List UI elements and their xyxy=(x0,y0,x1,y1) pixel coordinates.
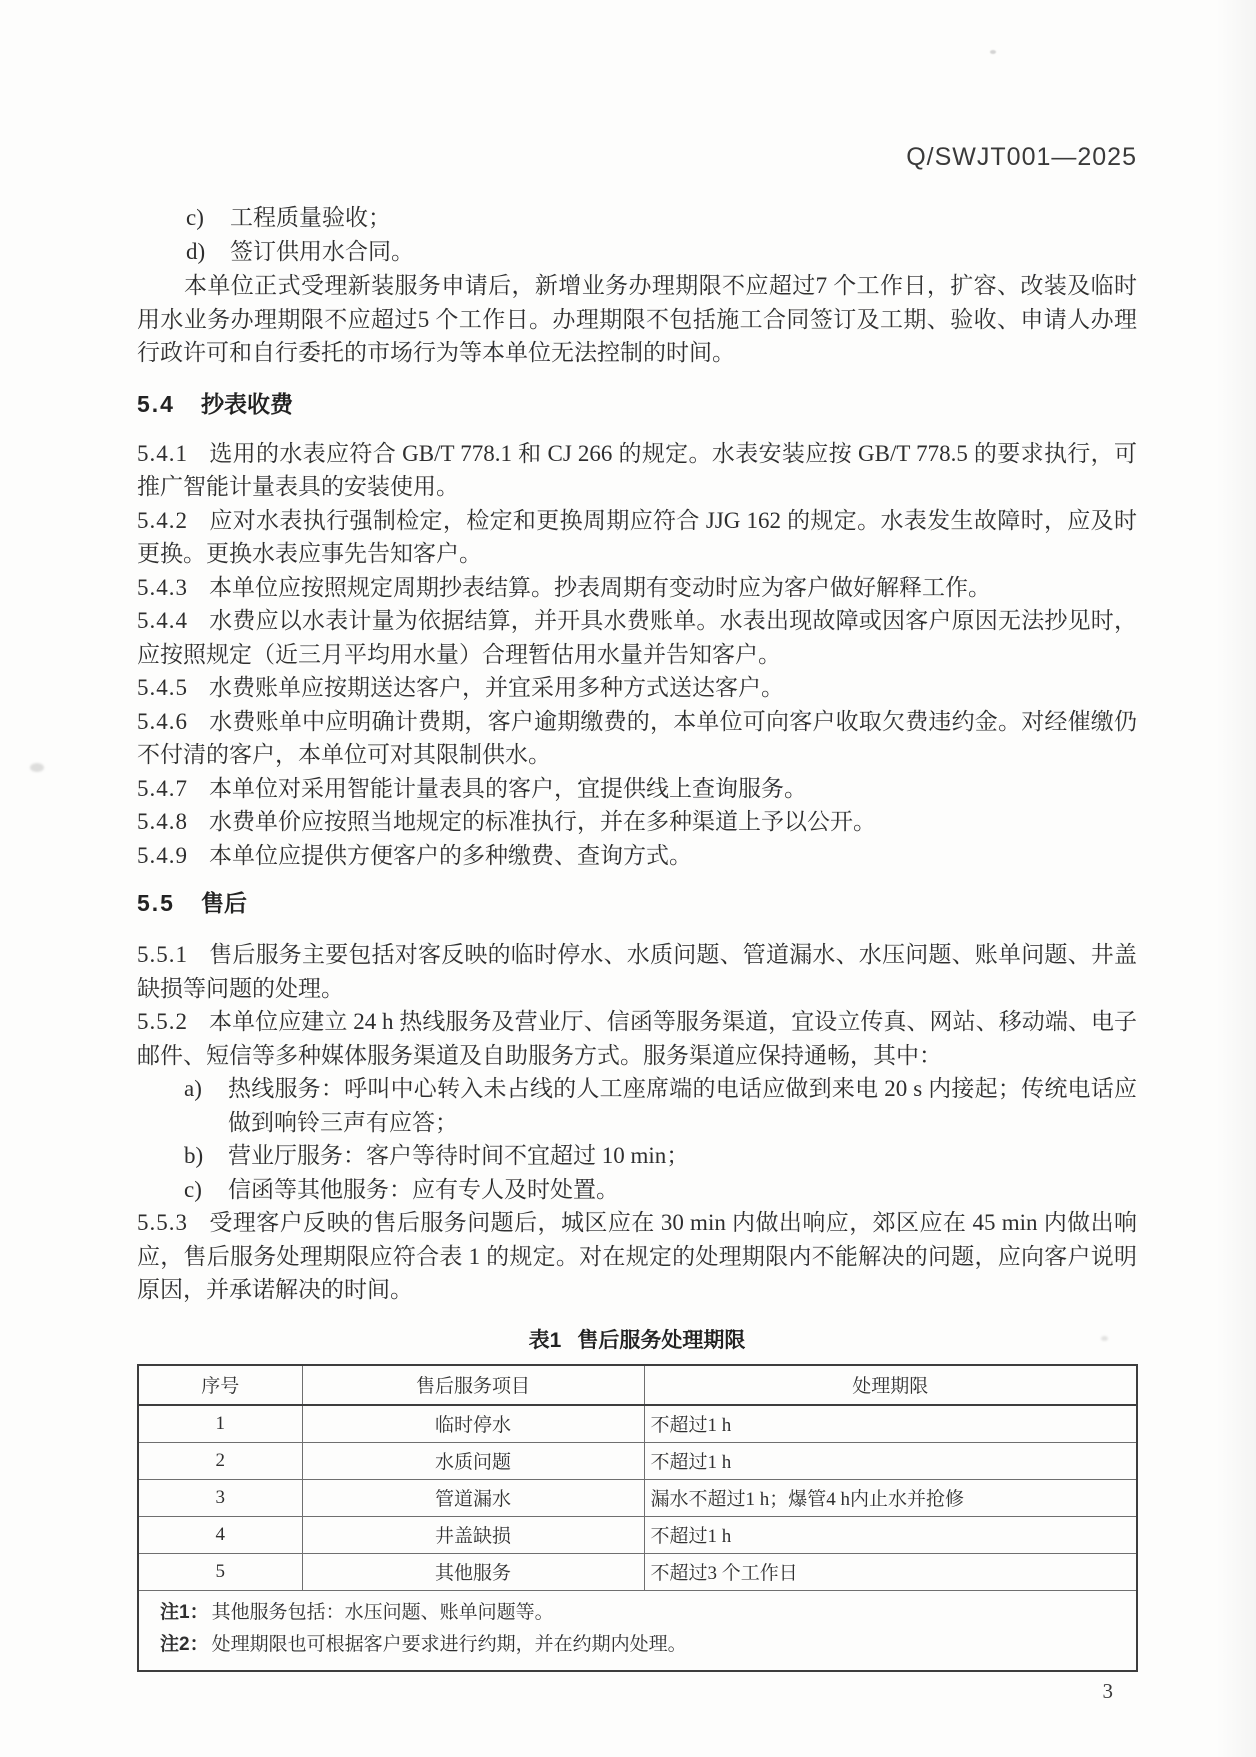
clause-text: 水费应以水表计量为依据结算，并开具水费账单。水表出现故障或因客户原因无法抄见时，应按照规定（近三月平均用水量）合理暂估用水量并告知客户。 xyxy=(137,608,1137,667)
section-5-4-clauses xyxy=(137,437,1137,873)
section-heading-5-4 xyxy=(137,387,1137,421)
table-row xyxy=(138,1516,1137,1553)
text-column xyxy=(137,0,1137,1702)
table-title xyxy=(137,1324,1137,1358)
table-caption: 售后服务处理期限 xyxy=(577,1328,746,1352)
table-cell: 不超过1 h xyxy=(644,1442,1137,1479)
table-cell: 5 xyxy=(138,1553,302,1590)
list-marker: c) xyxy=(184,1176,202,1202)
clause-text: 水费账单中应明确计费期，客户逾期缴费的，本单位可向客户收取欠费违约金。对经催缴仍不付清的客户，本单位可对其限制供水。 xyxy=(137,708,1137,767)
table-cell: 3 xyxy=(138,1479,302,1516)
table-header-cell: 处理期限 xyxy=(644,1365,1137,1405)
clause-number: 5.4.9 xyxy=(137,842,188,868)
table-notes xyxy=(138,1590,1137,1671)
clause-number: 5.4.4 xyxy=(137,608,188,633)
section-number: 5.5 xyxy=(137,890,175,916)
table-notes-cell xyxy=(138,1590,1137,1671)
clause-5-4-2 xyxy=(137,504,1137,571)
table-body xyxy=(138,1405,1137,1591)
note-label: 注2： xyxy=(160,1633,209,1655)
list-item xyxy=(137,1139,1137,1173)
table-cell: 2 xyxy=(138,1442,302,1479)
clause-5-5-1 xyxy=(137,938,1137,1005)
table-cell: 4 xyxy=(138,1516,302,1553)
table-header-cell: 售后服务项目 xyxy=(302,1365,644,1405)
clause-text: 应对水表执行强制检定，检定和更换周期应符合 JJG 162 的规定。水表发生故障时，应及时更换。更换水表应事先告知客户。 xyxy=(137,507,1137,566)
table-row xyxy=(138,1553,1137,1590)
table-cell: 不超过1 h xyxy=(644,1405,1137,1443)
clause-5-4-7 xyxy=(137,772,1137,806)
table-header-cell: 序号 xyxy=(138,1365,302,1405)
section-5-5-clauses xyxy=(137,1206,1137,1307)
clause-number: 5.4.8 xyxy=(137,809,188,834)
section-5-5-block xyxy=(137,938,1137,1307)
list-item-text: 营业厅服务：客户等待时间不宜超过 10 min； xyxy=(228,1143,690,1168)
lettered-list-cd xyxy=(137,201,1137,269)
clause-5-4-1 xyxy=(137,437,1137,504)
list-item xyxy=(137,235,1137,269)
note-line xyxy=(160,1597,1126,1629)
clause-5-5-3 xyxy=(137,1206,1137,1307)
scan-speck xyxy=(30,763,44,772)
section-title: 售后 xyxy=(200,890,247,916)
clause-5-4-8 xyxy=(137,805,1137,839)
list-marker: c) xyxy=(186,205,204,230)
section-5-5-clauses xyxy=(137,938,1137,1072)
list-item xyxy=(137,201,1137,235)
list-item xyxy=(137,1173,1137,1207)
table-cell: 不超过3 个工作日 xyxy=(644,1553,1137,1590)
clause-number: 5.4.5 xyxy=(137,675,188,700)
clause-text: 本单位应提供方便客户的多种缴费、查询方式。 xyxy=(209,842,692,868)
clause-number: 5.5.2 xyxy=(137,1009,188,1034)
list-marker: b) xyxy=(184,1143,204,1168)
clause-5-5-2 xyxy=(137,1005,1137,1072)
list-item-text: 签订供用水合同。 xyxy=(230,239,414,264)
scan-edge-shadow xyxy=(1216,0,1256,1757)
clause-text: 水费单价应按照当地规定的标准执行，并在多种渠道上予以公开。 xyxy=(209,809,876,834)
note-line xyxy=(160,1629,1126,1661)
clause-5-4-5 xyxy=(137,671,1137,705)
table-cell: 管道漏水 xyxy=(302,1479,644,1516)
table-header xyxy=(138,1365,1137,1405)
note-text: 处理期限也可根据客户要求进行约期，并在约期内处理。 xyxy=(211,1633,687,1655)
clause-text: 水费账单应按期送达客户，并宜采用多种方式送达客户。 xyxy=(209,675,784,700)
clause-number: 5.4.6 xyxy=(137,708,188,734)
after-sales-deadline-table xyxy=(137,1364,1138,1672)
note-text: 其他服务包括：水压问题、账单问题等。 xyxy=(211,1601,554,1623)
clause-text: 选用的水表应符合 GB/T 778.1 和 CJ 266 的规定。水表安装应按 GB/T 778.5 的要求执行，可推广智能计量表具的安装使用。 xyxy=(137,440,1137,499)
clause-5-4-6 xyxy=(137,705,1137,772)
clause-number: 5.4.7 xyxy=(137,775,188,801)
section-title: 抄表收费 xyxy=(200,390,293,417)
list-marker: a) xyxy=(184,1076,202,1101)
table-cell: 临时停水 xyxy=(302,1405,644,1443)
table-cell: 1 xyxy=(138,1405,302,1443)
clause-5-4-9 xyxy=(137,839,1137,873)
table-cell: 其他服务 xyxy=(302,1553,644,1590)
clause-text: 售后服务主要包括对客反映的临时停水、水质问题、管道漏水、水压问题、账单问题、井盖缺损等问题的处理。 xyxy=(137,942,1137,1001)
table-cell: 水质问题 xyxy=(302,1442,644,1479)
table-header-row xyxy=(138,1365,1137,1405)
clause-text: 本单位应按照规定周期抄表结算。抄表周期有变动时应为客户做好解释工作。 xyxy=(209,574,991,600)
page-number: 3 xyxy=(1102,1678,1113,1703)
standard-doc-code: Q/SWJT001—2025 xyxy=(906,143,1137,171)
list-item xyxy=(137,1072,1137,1139)
table-row xyxy=(138,1479,1137,1516)
clause-text: 受理客户反映的售后服务问题后，城区应在 30 min 内做出响应，郊区应在 45 min 内做出响应，售后服务处理期限应符合表 1 的规定。对在规定的处理期限内不能解决的问题，应向客户说明原因，并承诺解决的时间。 xyxy=(137,1210,1137,1302)
intro-paragraph: 本单位正式受理新装服务申请后，新增业务办理期限不应超过7 个工作日，扩容、改装及临时用水业务办理期限不应超过5 个工作日。办理期限不包括施工合同签订及工期、验收、申请人办理行政许可和自行委托的市场行为等本单位无法控制的时间。 xyxy=(137,273,1137,365)
table-row xyxy=(138,1442,1137,1479)
lettered-list-abc xyxy=(137,1072,1137,1206)
table-cell: 井盖缺损 xyxy=(302,1516,644,1553)
clause-number: 5.4.3 xyxy=(137,574,188,600)
table-row xyxy=(138,1405,1137,1443)
clause-5-4-4 xyxy=(137,604,1137,671)
list-item-text: 信函等其他服务：应有专人及时处置。 xyxy=(228,1176,619,1202)
table-cell: 不超过1 h xyxy=(644,1516,1137,1553)
clause-text: 本单位对采用智能计量表具的客户，宜提供线上查询服务。 xyxy=(209,775,807,801)
table-cell: 漏水不超过1 h；爆管4 h内止水并抢修 xyxy=(644,1479,1137,1516)
clause-number: 5.4.1 xyxy=(137,440,188,466)
table-notes-row xyxy=(138,1590,1137,1671)
clause-number: 5.4.2 xyxy=(137,507,188,533)
clause-5-4-3 xyxy=(137,571,1137,605)
section-number: 5.4 xyxy=(137,390,175,417)
clause-number: 5.5.3 xyxy=(137,1210,188,1235)
clause-text: 本单位应建立 24 h 热线服务及营业厅、信函等服务渠道，宜设立传真、网站、移动端、电子邮件、短信等多种媒体服务渠道及自助服务方式。服务渠道应保持通畅，其中： xyxy=(137,1009,1137,1068)
list-item-text: 热线服务：呼叫中心转入未占线的人工座席端的电话应做到来电 20 s 内接起；传统电话应做到响铃三声有应答； xyxy=(228,1076,1137,1135)
note-label: 注1： xyxy=(160,1601,209,1623)
list-item-text: 工程质量验收； xyxy=(230,205,391,230)
list-marker: d) xyxy=(186,239,206,264)
table-label: 表1 xyxy=(528,1328,562,1352)
clause-number: 5.5.1 xyxy=(137,942,188,967)
section-heading-5-5 xyxy=(137,886,1137,920)
